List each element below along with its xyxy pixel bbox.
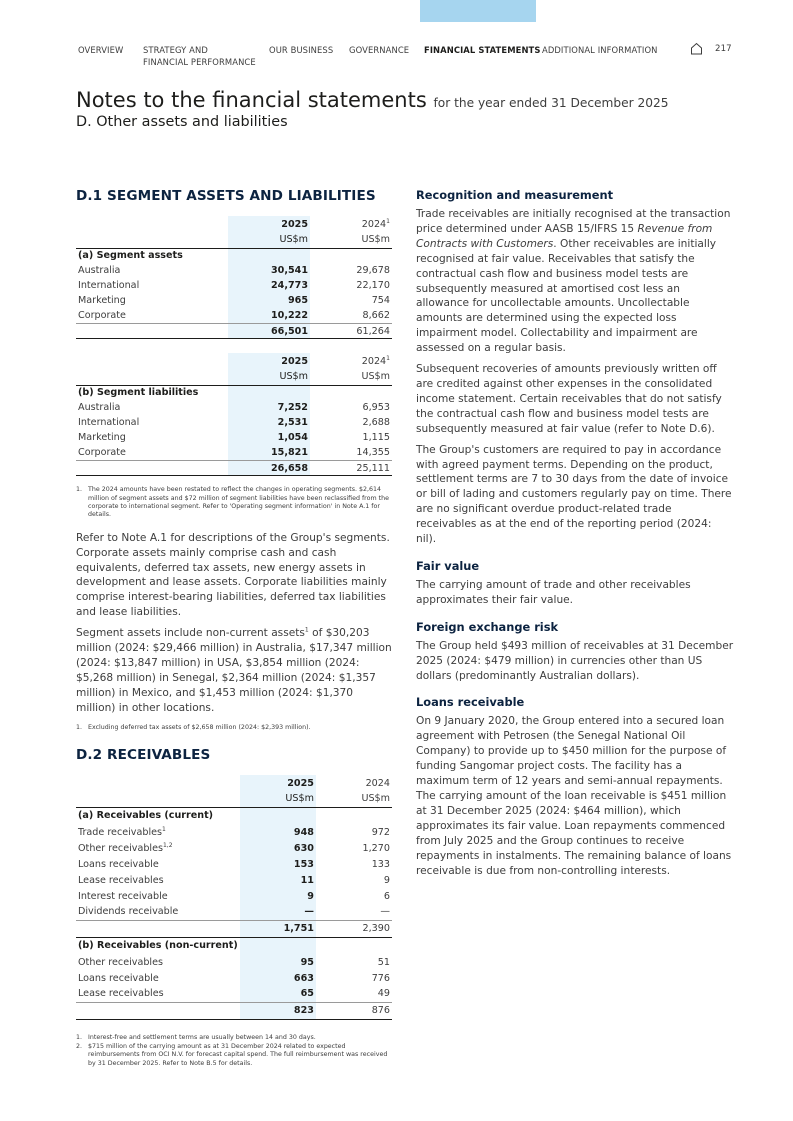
recognition-heading: Recognition and measurement <box>416 188 614 202</box>
d1-heading: D.1 SEGMENT ASSETS AND LIABILITIES <box>76 188 376 204</box>
table-row: Australia 30,541 29,678 <box>76 263 392 278</box>
unit-label: US$m <box>316 791 392 807</box>
table-row: Corporate 10,222 8,662 <box>76 308 392 323</box>
segment-assets-table <box>76 216 392 339</box>
section-subtitle: D. Other assets and liabilities <box>76 114 288 130</box>
segment-liabilities-table <box>76 353 392 476</box>
nav-our-business[interactable]: OUR BUSINESS <box>269 45 334 55</box>
footnote-text: Excluding deferred tax assets of $2,658 million (2024: $2,393 million). <box>88 723 311 731</box>
table-row: Other receivables$^{1,2}$ 630 1,270 <box>76 840 392 856</box>
footnote-text: Interest-free and settlement terms are usually between 14 and 30 days. <box>88 1033 316 1041</box>
nav-overview[interactable]: OVERVIEW <box>78 45 124 55</box>
section-tab-marker <box>420 0 536 22</box>
footnote-number: 1. <box>76 486 83 494</box>
footnote-number: 1. <box>76 1033 83 1041</box>
paragraph: The Group's customers are required to pay in accordance with agreed payment terms. Depending on the product, settlement terms are 7 to 30 days from the date of invoice or bill of lading and customers regularly pay on time. There are no significant overdue product-related trade receivables as at the end of the reporting period (2024: nil). <box>416 443 732 546</box>
group-label: (a) Receivables (current) <box>78 810 214 822</box>
unit-label: US$m <box>310 232 392 248</box>
footnote <box>76 486 392 520</box>
unit-label: US$m <box>310 369 392 385</box>
nav-strategy-line2: FINANCIAL PERFORMANCE <box>143 57 256 67</box>
col-header-2025: 2025 <box>228 353 310 369</box>
nav-strategy[interactable] <box>143 44 256 68</box>
unit-label: US$m <box>228 369 310 385</box>
d2-heading: D.2 RECEIVABLES <box>76 747 211 764</box>
nav-financial-statements[interactable]: FINANCIAL STATEMENTS <box>424 45 541 55</box>
fair-value-heading: Fair value <box>416 558 480 573</box>
home-icon[interactable] <box>690 42 703 55</box>
fx-risk-heading: Foreign exchange risk <box>416 619 559 634</box>
table-row: International 2,531 2,688 <box>76 415 392 430</box>
unit-label: US$m <box>240 791 316 807</box>
table-row: Lease receivables 65 49 <box>76 986 392 1002</box>
paragraph: The Group held $493 million of receivables at 31 December 2025 (2024: $479 million) in currencies other than US dollars (predominantly Australian dollars). <box>416 639 734 682</box>
table-row: Interest receivable 9 6 <box>76 888 392 904</box>
paragraph: Refer to Note A.1 for descriptions of the Group's segments. Corporate assets mainly comprise cash and cash equivalents, deferred tax assets, new energy assets in development and lease assets. Corporate liabilities mainly comprise interest-bearing liabilities, deferred tax liabilities and lease liabilities. <box>76 531 390 619</box>
table-row: Trade receivables$^1$ 948 972 <box>76 824 392 840</box>
total-row: 1,751 2,390 <box>76 920 392 937</box>
col-header-2024 <box>310 216 392 232</box>
footnote-number: 2. <box>76 1042 83 1050</box>
group-label: (b) Segment liabilities <box>78 387 199 399</box>
table-row: Loans receivable 153 133 <box>76 856 392 872</box>
nav-strategy-line1: STRATEGY AND <box>143 45 208 55</box>
col-header-2024: 2024 <box>365 777 390 789</box>
total-row: 66,501 61,264 <box>76 323 392 338</box>
paragraph: Trade receivables are initially recognised at the transaction price determined under AASB 15/IFRS 15 Revenue from Contracts with Customers. Other receivables are initially recognised at fair value. Receivables that satisfy the contractual cash flow and business model tests are subsequently measured at amortised cost less an allowance for uncollectable amounts. Uncollectable amounts are determined using the expected loss impairment model. Collectability and impairment are assessed on a regular basis. <box>416 208 731 355</box>
total-row: 26,658 25,111 <box>76 461 392 476</box>
loans-receivable-heading: Loans receivable <box>416 695 525 710</box>
right-column <box>416 188 734 878</box>
page-title-suffix: for the year ended 31 December 2025 <box>433 96 669 110</box>
col-header-2025: 2025 <box>228 216 310 232</box>
left-column <box>76 188 392 1068</box>
nav-additional-information[interactable]: ADDITIONAL INFORMATION <box>542 45 658 55</box>
group-label: (b) Receivables (non-current) <box>78 940 238 952</box>
col-year: 2024 <box>361 218 387 230</box>
footnote-number: 1. <box>76 723 83 731</box>
table-row: Australia 7,252 6,953 <box>76 400 392 415</box>
unit-label: US$m <box>228 232 310 248</box>
group-label: (a) Segment assets <box>78 250 183 262</box>
paragraph: On 9 January 2020, the Group entered into a secured loan agreement with Petrosen (the Senegal National Oil Company) to provide up to $450 million for the purpose of funding Sangomar project costs. The facility has a maximum term of 12 years and semi-annual repayments. The carrying amount of the loan receivable is $451 million at 31 December 2025 (2024: $464 million), which approximates its fair value. Loan repayments commenced from July 2025 and the Group continues to receive repayments in instalments. The remaining balance of loans receivable is due from non-controlling interests. <box>416 715 732 877</box>
paragraph: Subsequent recoveries of amounts previously written off are credited against other expenses in the consolidated income statement. Certain receivables that do not satisfy the contractual cash flow and business model tests are subsequently measured at fair value (refer to Note D.6). <box>416 363 722 435</box>
table-row: Lease receivables 11 9 <box>76 872 392 888</box>
page-title-main: Notes to the financial statements <box>76 88 427 112</box>
total-row: 823 876 <box>76 1002 392 1019</box>
footnote-text: The 2024 amounts have been restated to reflect the changes in operating segments. $2,614 million of segment assets and $72 million of segment liabilities have been reclassified from the corporate to international segment. Refer to 'Operating segment information' in Note A.1 for details. <box>88 486 389 519</box>
col-header-2024 <box>310 353 392 369</box>
footnote <box>76 1043 392 1068</box>
footnote-text: $715 million of the carrying amount as at 31 December 2024 related to expected reimbursements from OCI N.V. for forecast capital spend. The full reimbursement was received by 31 December 2025. Refer to Note B.5 for details. <box>88 1042 388 1067</box>
top-navigation <box>78 44 731 68</box>
table-row: Loans receivable 663 776 <box>76 970 392 986</box>
col-header-2025: 2025 <box>240 775 316 791</box>
footnote <box>76 1034 392 1042</box>
page-title <box>76 88 669 112</box>
col-sup: 1 <box>386 354 390 362</box>
col-sup: 1 <box>386 217 390 225</box>
table-row: International 24,773 22,170 <box>76 278 392 293</box>
table-row: Marketing 1,054 1,115 <box>76 430 392 445</box>
paragraph: The carrying amount of trade and other receivables approximates their fair value. <box>416 578 691 606</box>
table-row: Other receivables 95 51 <box>76 954 392 970</box>
paragraph: Segment assets include non-current assets$^1$ of $30,203 million (2024: $29,466 million) in Australia, $17,347 million (2024: $13,847 million) in USA, $3,854 million (2024: $5,268 million) in Senegal, $2,364 million (2024: $1,357 million) in Mexico, and $1,453 million (2024: $1,370 million) in other locations. <box>76 626 392 714</box>
table-row: Corporate 15,821 14,355 <box>76 445 392 460</box>
nav-governance[interactable]: GOVERNANCE <box>349 45 410 55</box>
col-year: 2024 <box>361 355 387 367</box>
receivables-table <box>76 775 392 1020</box>
table-row: Dividends receivable — — <box>76 904 392 920</box>
footnote <box>76 724 392 732</box>
page-number: 217 <box>715 44 732 54</box>
table-row: Marketing 965 754 <box>76 293 392 308</box>
